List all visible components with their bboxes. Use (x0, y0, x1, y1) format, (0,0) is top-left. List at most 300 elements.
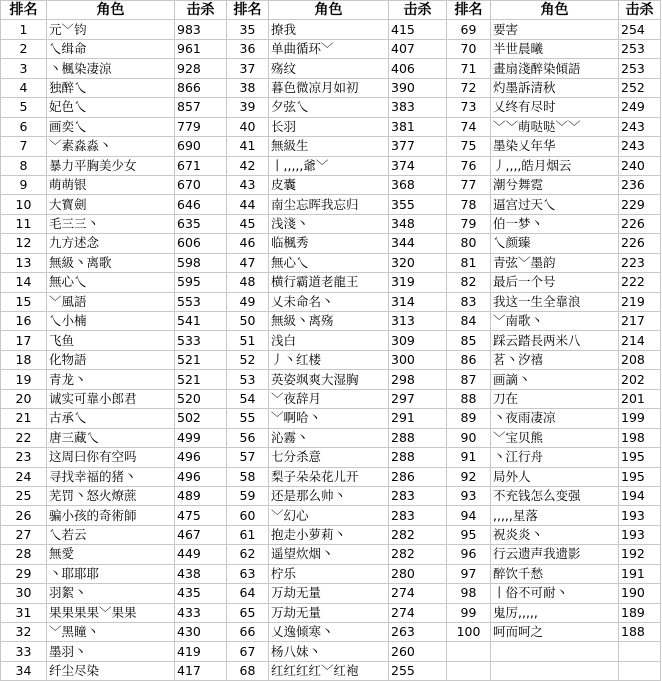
name-cell: 無心乀 (47, 273, 175, 292)
name-cell: 祝炎炎丶 (491, 525, 619, 544)
name-cell: 乂终有尽时 (491, 98, 619, 117)
rank-cell: 62 (227, 545, 269, 564)
table-row (1, 292, 661, 311)
kills-cell: 190 (619, 584, 661, 603)
rank-cell: 77 (447, 175, 491, 194)
rank-cell: 44 (227, 195, 269, 214)
name-header: 角色 (47, 1, 175, 20)
kills-cell: 283 (389, 486, 447, 505)
name-cell: 無愛 (47, 545, 175, 564)
header-row (1, 1, 661, 20)
name-cell: 夕弦乀 (269, 98, 389, 117)
table-row (1, 156, 661, 175)
name-cell: ,,,,,星落 (491, 506, 619, 525)
rank-cell: 82 (447, 273, 491, 292)
rank-cell: 28 (1, 545, 47, 564)
kills-cell: 282 (389, 525, 447, 544)
name-cell: 局外人 (491, 467, 619, 486)
kills-cell: 314 (389, 292, 447, 311)
name-cell: 乂逸倾寒丶 (269, 623, 389, 642)
rank-cell: 46 (227, 234, 269, 253)
rank-cell: 58 (227, 467, 269, 486)
kills-cell: 419 (175, 642, 227, 661)
kills-cell: 430 (175, 623, 227, 642)
kills-cell: 533 (175, 331, 227, 350)
rank-cell: 97 (447, 564, 491, 583)
name-cell: 丿丶红楼 (269, 350, 389, 369)
table-row (1, 59, 661, 78)
kills-cell: 406 (389, 59, 447, 78)
rank-cell: 55 (227, 409, 269, 428)
kills-cell: 499 (175, 428, 227, 447)
name-cell: 这周曰你有空吗 (47, 448, 175, 467)
rank-cell: 22 (1, 428, 47, 447)
rank-cell: 25 (1, 486, 47, 505)
rank-cell: 36 (227, 39, 269, 58)
kills-cell: 195 (619, 448, 661, 467)
rank-cell: 18 (1, 350, 47, 369)
rank-cell: 40 (227, 117, 269, 136)
name-cell: 乀小楠 (47, 312, 175, 331)
table-row (1, 564, 661, 583)
name-cell: 無級丶离歌 (47, 253, 175, 272)
rank-cell: 14 (1, 273, 47, 292)
name-cell: 刀在 (491, 389, 619, 408)
table-row (1, 98, 661, 117)
name-cell: 丶夜雨凄凉 (491, 409, 619, 428)
name-cell: 浅淺丶 (269, 214, 389, 233)
kills-cell: 219 (619, 292, 661, 311)
name-cell: 我这一生全靠浪 (491, 292, 619, 311)
name-cell: 墨染乂年华 (491, 137, 619, 156)
name-cell: 皮囊 (269, 175, 389, 194)
name-cell: 沁霧丶 (269, 428, 389, 447)
name-cell: 無心乀 (269, 253, 389, 272)
kills-cell: 377 (389, 137, 447, 156)
name-header: 角色 (491, 1, 619, 20)
rank-cell: 66 (227, 623, 269, 642)
name-cell: 畫扇淺醉染傾語 (491, 59, 619, 78)
rank-cell: 74 (447, 117, 491, 136)
rank-cell: 70 (447, 39, 491, 58)
name-cell: 抱走小萝莉丶 (269, 525, 389, 544)
kills-cell: 670 (175, 175, 227, 194)
kills-cell: 194 (619, 486, 661, 505)
rank-cell: 73 (447, 98, 491, 117)
kills-cell: 489 (175, 486, 227, 505)
rank-cell: 56 (227, 428, 269, 447)
kills-cell: 260 (389, 642, 447, 661)
kills-cell: 438 (175, 564, 227, 583)
name-cell: 墨羽丶 (47, 642, 175, 661)
rank-cell: 26 (1, 506, 47, 525)
name-cell: ﹀啊哈丶 (269, 409, 389, 428)
kills-cell: 857 (175, 98, 227, 117)
kills-cell: 635 (175, 214, 227, 233)
kills-cell: 368 (389, 175, 447, 194)
table-row (1, 661, 661, 680)
kills-cell: 188 (619, 623, 661, 642)
name-cell: 鬼厉,,,,, (491, 603, 619, 622)
kills-cell: 198 (619, 428, 661, 447)
rank-cell: 59 (227, 486, 269, 505)
kills-cell: 291 (389, 409, 447, 428)
kills-cell: 690 (175, 137, 227, 156)
rank-cell: 90 (447, 428, 491, 447)
name-cell (491, 661, 619, 680)
rank-header: 排名 (1, 1, 47, 20)
name-cell: 妃色乀 (47, 98, 175, 117)
name-cell: 诚实可靠小郎君 (47, 389, 175, 408)
table-row (1, 486, 661, 505)
rank-cell: 23 (1, 448, 47, 467)
rank-cell: 49 (227, 292, 269, 311)
kills-cell: 521 (175, 350, 227, 369)
table-row (1, 214, 661, 233)
kills-cell: 502 (175, 409, 227, 428)
rank-cell: 69 (447, 20, 491, 39)
rank-cell: 86 (447, 350, 491, 369)
kills-cell: 236 (619, 175, 661, 194)
kills-cell: 300 (389, 350, 447, 369)
name-header: 角色 (269, 1, 389, 20)
name-cell: 逼宫过天乀 (491, 195, 619, 214)
name-cell: 化物語 (47, 350, 175, 369)
kills-cell (619, 661, 661, 680)
kills-cell: 208 (619, 350, 661, 369)
table-row (1, 370, 661, 389)
kills-cell: 449 (175, 545, 227, 564)
kills-cell: 298 (389, 370, 447, 389)
name-cell: 丿,,,,皓月烟云 (491, 156, 619, 175)
kills-header: 击杀 (619, 1, 661, 20)
name-cell: ﹀宝贝熊 (491, 428, 619, 447)
table-row (1, 78, 661, 97)
kills-cell: 309 (389, 331, 447, 350)
rank-cell: 38 (227, 78, 269, 97)
rank-cell: 11 (1, 214, 47, 233)
name-cell (491, 642, 619, 661)
rank-cell: 39 (227, 98, 269, 117)
name-cell: 梨子朵朵花儿开 (269, 467, 389, 486)
table-row (1, 389, 661, 408)
kills-cell: 189 (619, 603, 661, 622)
kills-cell: 222 (619, 273, 661, 292)
rank-cell: 16 (1, 312, 47, 331)
name-cell: ﹀夜辞月 (269, 389, 389, 408)
rank-cell: 78 (447, 195, 491, 214)
name-cell: 遥望炊烟丶 (269, 545, 389, 564)
table-row (1, 525, 661, 544)
name-cell: 杨八妹丶 (269, 642, 389, 661)
rank-cell: 54 (227, 389, 269, 408)
kills-cell: 297 (389, 389, 447, 408)
kills-cell: 433 (175, 603, 227, 622)
name-cell: 最后一个号 (491, 273, 619, 292)
rank-cell: 12 (1, 234, 47, 253)
name-cell: 不充钱怎么变强 (491, 486, 619, 505)
name-cell: ﹀南歌丶 (491, 312, 619, 331)
rank-cell: 3 (1, 59, 47, 78)
kills-cell: 348 (389, 214, 447, 233)
name-cell: 暴力平胸美少女 (47, 156, 175, 175)
name-cell: ﹀風語 (47, 292, 175, 311)
kills-cell (619, 642, 661, 661)
table-row (1, 273, 661, 292)
kills-cell: 243 (619, 137, 661, 156)
table-row (1, 331, 661, 350)
kills-cell: 521 (175, 370, 227, 389)
kills-cell: 217 (619, 312, 661, 331)
kills-cell: 983 (175, 20, 227, 39)
rank-cell: 27 (1, 525, 47, 544)
kills-cell: 553 (175, 292, 227, 311)
table-row (1, 623, 661, 642)
rank-cell: 93 (447, 486, 491, 505)
name-cell: 浅白 (269, 331, 389, 350)
table-row (1, 20, 661, 39)
name-cell: 要害 (491, 20, 619, 39)
rank-cell: 17 (1, 331, 47, 350)
rank-cell: 8 (1, 156, 47, 175)
name-cell: 古承乀 (47, 409, 175, 428)
rank-cell: 65 (227, 603, 269, 622)
name-cell: ﹀黑瞳丶 (47, 623, 175, 642)
name-cell: 英姿飒爽大湿胸 (269, 370, 389, 389)
rank-header: 排名 (227, 1, 269, 20)
kills-cell: 193 (619, 506, 661, 525)
rank-cell: 21 (1, 409, 47, 428)
name-cell: 乀颜臻 (491, 234, 619, 253)
name-cell: 毛三三丶 (47, 214, 175, 233)
rank-cell: 96 (447, 545, 491, 564)
rank-cell: 1 (1, 20, 47, 39)
name-cell: 青龙丶 (47, 370, 175, 389)
rank-cell: 61 (227, 525, 269, 544)
kills-cell: 496 (175, 448, 227, 467)
rank-cell: 87 (447, 370, 491, 389)
name-cell: 無級丶离殇 (269, 312, 389, 331)
rank-cell: 5 (1, 98, 47, 117)
kills-cell: 320 (389, 253, 447, 272)
rank-cell: 89 (447, 409, 491, 428)
kills-cell: 319 (389, 273, 447, 292)
rank-cell: 41 (227, 137, 269, 156)
rank-cell: 60 (227, 506, 269, 525)
name-cell: 骗小孩的奇術師 (47, 506, 175, 525)
rank-cell: 9 (1, 175, 47, 194)
name-cell: 画奕乀 (47, 117, 175, 136)
name-cell: 万劫无量 (269, 584, 389, 603)
rank-cell: 6 (1, 117, 47, 136)
rank-cell: 20 (1, 389, 47, 408)
rank-cell: 51 (227, 331, 269, 350)
rank-cell: 33 (1, 642, 47, 661)
kills-cell: 229 (619, 195, 661, 214)
rank-cell: 35 (227, 20, 269, 39)
name-cell: 芜罚丶怒火燎蔗 (47, 486, 175, 505)
rank-cell: 24 (1, 467, 47, 486)
rank-cell: 52 (227, 350, 269, 369)
kills-cell: 252 (619, 78, 661, 97)
name-cell: 萌萌银 (47, 175, 175, 194)
name-cell: 伯一梦丶 (491, 214, 619, 233)
kills-cell: 263 (389, 623, 447, 642)
kills-cell: 866 (175, 78, 227, 97)
rank-cell: 45 (227, 214, 269, 233)
name-cell: 羽絮丶 (47, 584, 175, 603)
kills-cell: 374 (389, 156, 447, 175)
name-cell: ﹀﹀萌哒哒﹀﹀ (491, 117, 619, 136)
name-cell: 醉饮千愁 (491, 564, 619, 583)
kills-header: 击杀 (175, 1, 227, 20)
rank-cell: 100 (447, 623, 491, 642)
table-row (1, 234, 661, 253)
rank-cell: 63 (227, 564, 269, 583)
kills-cell: 467 (175, 525, 227, 544)
rank-cell: 13 (1, 253, 47, 272)
name-cell: 红红红红﹀红袍 (269, 661, 389, 680)
kills-cell: 240 (619, 156, 661, 175)
table-row (1, 175, 661, 194)
rank-cell: 7 (1, 137, 47, 156)
kills-cell: 671 (175, 156, 227, 175)
name-cell: 無級生 (269, 137, 389, 156)
rank-cell: 34 (1, 661, 47, 680)
name-cell: 丨,,,,,爺﹀ (269, 156, 389, 175)
name-cell: 九方述念 (47, 234, 175, 253)
kills-cell: 417 (175, 661, 227, 680)
name-cell: 南尘忘晖我忘归 (269, 195, 389, 214)
table-row (1, 253, 661, 272)
name-cell: 行云遗声我遗影 (491, 545, 619, 564)
rank-cell: 91 (447, 448, 491, 467)
name-cell: 纤尘尽染 (47, 661, 175, 680)
table-row (1, 642, 661, 661)
kills-cell: 779 (175, 117, 227, 136)
kills-cell: 282 (389, 545, 447, 564)
kills-cell: 520 (175, 389, 227, 408)
rank-cell: 84 (447, 312, 491, 331)
kills-header: 击杀 (389, 1, 447, 20)
kills-cell: 274 (389, 603, 447, 622)
rank-cell: 81 (447, 253, 491, 272)
name-cell: 长羽 (269, 117, 389, 136)
table-row (1, 195, 661, 214)
kills-cell: 253 (619, 39, 661, 58)
rank-cell (447, 661, 491, 680)
rank-cell: 83 (447, 292, 491, 311)
name-cell: 灼墨訴清秋 (491, 78, 619, 97)
table-row (1, 117, 661, 136)
kills-cell: 283 (389, 506, 447, 525)
name-cell: 画謫丶 (491, 370, 619, 389)
kills-cell: 280 (389, 564, 447, 583)
table-row (1, 312, 661, 331)
table-row (1, 506, 661, 525)
name-cell: 横行霸道老龍王 (269, 273, 389, 292)
kills-cell: 249 (619, 98, 661, 117)
kills-cell: 344 (389, 234, 447, 253)
table-row (1, 137, 661, 156)
rank-cell: 75 (447, 137, 491, 156)
name-cell: 青弦﹀墨韵 (491, 253, 619, 272)
rank-cell: 80 (447, 234, 491, 253)
rank-cell: 71 (447, 59, 491, 78)
rank-cell: 94 (447, 506, 491, 525)
rank-cell: 92 (447, 467, 491, 486)
rank-cell: 50 (227, 312, 269, 331)
name-cell: 还是那么帅丶 (269, 486, 389, 505)
kills-cell: 226 (619, 234, 661, 253)
name-cell: 独醉乀 (47, 78, 175, 97)
name-cell: 殇纹 (269, 59, 389, 78)
table-row (1, 409, 661, 428)
kills-cell: 201 (619, 389, 661, 408)
kills-cell: 255 (389, 661, 447, 680)
name-cell: 果果果果﹀果果 (47, 603, 175, 622)
name-cell: 乀缉命 (47, 39, 175, 58)
kills-cell: 286 (389, 467, 447, 486)
name-cell: 单曲循环﹀ (269, 39, 389, 58)
name-cell: 撩我 (269, 20, 389, 39)
name-cell: 潮兮舞霓 (491, 175, 619, 194)
name-cell: 丶楓染凄涼 (47, 59, 175, 78)
rank-cell (447, 642, 491, 661)
rank-cell: 95 (447, 525, 491, 544)
kills-cell: 223 (619, 253, 661, 272)
table-row (1, 467, 661, 486)
kills-cell: 288 (389, 448, 447, 467)
name-cell: 唐三藏乀 (47, 428, 175, 447)
kills-cell: 435 (175, 584, 227, 603)
table-row (1, 603, 661, 622)
rank-cell: 76 (447, 156, 491, 175)
name-cell: 茗丶汐禧 (491, 350, 619, 369)
name-cell: 暮色微凉月如初 (269, 78, 389, 97)
rank-cell: 4 (1, 78, 47, 97)
table-row (1, 350, 661, 369)
rank-cell: 68 (227, 661, 269, 680)
table-row (1, 545, 661, 564)
rank-cell: 32 (1, 623, 47, 642)
name-cell: 丶耶耶耶 (47, 564, 175, 583)
name-cell: 元﹀钧 (47, 20, 175, 39)
name-cell: 柠乐 (269, 564, 389, 583)
kills-cell: 415 (389, 20, 447, 39)
kills-cell: 192 (619, 545, 661, 564)
table-row (1, 448, 661, 467)
rank-cell: 48 (227, 273, 269, 292)
kills-cell: 202 (619, 370, 661, 389)
kills-cell: 595 (175, 273, 227, 292)
rank-cell: 43 (227, 175, 269, 194)
kills-cell: 606 (175, 234, 227, 253)
kills-cell: 928 (175, 59, 227, 78)
name-cell: 大寳劍 (47, 195, 175, 214)
kills-cell: 381 (389, 117, 447, 136)
rank-cell: 67 (227, 642, 269, 661)
rank-cell: 99 (447, 603, 491, 622)
kills-cell: 243 (619, 117, 661, 136)
kills-cell: 313 (389, 312, 447, 331)
kills-cell: 226 (619, 214, 661, 233)
rank-cell: 10 (1, 195, 47, 214)
name-cell: 乂未命名丶 (269, 292, 389, 311)
table-row (1, 39, 661, 58)
rank-cell: 57 (227, 448, 269, 467)
kills-cell: 195 (619, 467, 661, 486)
